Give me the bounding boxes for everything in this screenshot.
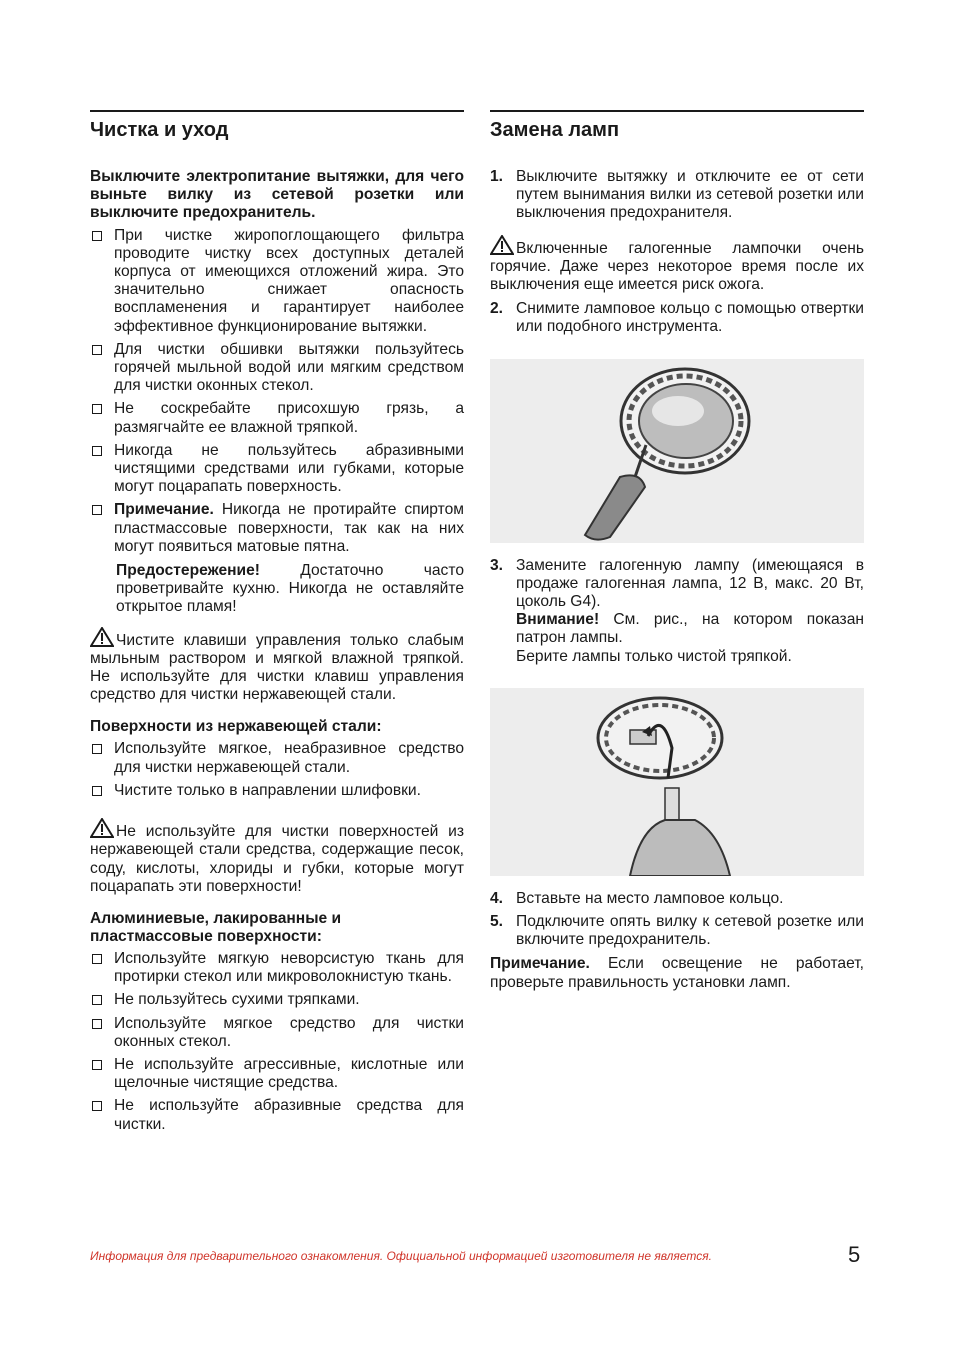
list-item-note bbox=[90, 501, 464, 556]
list-item: Не соскребайте присохшую грязь, а размягчайте ее влажной тряпкой. bbox=[90, 400, 464, 436]
step-1: 1. Выключите вытяжку и отключите ее от сети путем вынимания вилки из сетевой розетки или выключения предохранителя. bbox=[490, 168, 864, 222]
alu-heading: Алюминиевые, лакированные и пластмассовые поверхности: bbox=[90, 909, 342, 945]
cleaning-list bbox=[90, 227, 464, 556]
checkbox-bullet-icon bbox=[92, 954, 102, 964]
warning-controls: Чистите клавиши управления только слабым мыльным раствором и мягкой влажной тряпкой. Не используйте для чистки клавиш управления средство для чистки нержавеющей стали. bbox=[90, 627, 464, 705]
list-item: Никогда не пользуйтесь абразивными чистящими средствами или губками, которые могут поцарапать поверхность. bbox=[90, 442, 464, 497]
note-label: Примечание. bbox=[114, 501, 214, 519]
warning-triangle-icon bbox=[90, 818, 114, 838]
checkbox-bullet-icon bbox=[92, 505, 102, 515]
halogen-lamp-illustration bbox=[490, 688, 864, 876]
checkbox-bullet-icon bbox=[92, 1101, 102, 1111]
list-item: Не используйте абразивные средства для чистки. bbox=[90, 1097, 464, 1133]
warning-hot-lamps: Включенные галогенные лампочки очень горячие. Даже через некоторое время после их выключения еще имеется риск ожога. bbox=[490, 235, 864, 295]
figure-replace-halogen-lamp bbox=[490, 688, 864, 876]
checkbox-bullet-icon bbox=[92, 744, 102, 754]
checkbox-bullet-icon bbox=[92, 345, 102, 355]
figure-remove-lamp-ring bbox=[490, 359, 864, 543]
step-5: 5. Подключите опять вилку к сетевой розетке или включите предохранитель. bbox=[490, 913, 864, 949]
steel-heading: Поверхности из нержавеющей стали: bbox=[90, 718, 382, 736]
checkbox-bullet-icon bbox=[92, 231, 102, 241]
checkbox-bullet-icon bbox=[92, 1060, 102, 1070]
list-item: Используйте мягкое, неабразивное средство для чистки нержавеющей стали. bbox=[90, 740, 464, 776]
list-item: Используйте мягкое средство для чистки оконных стекол. bbox=[90, 1015, 464, 1051]
list-item: Чистите только в направлении шлифовки. bbox=[90, 782, 464, 800]
note-text: Никогда не протирайте спиртом пластмассовые поверхности, так как на них могут появиться матовые пятна. bbox=[114, 501, 464, 555]
warning-triangle-icon bbox=[490, 235, 514, 255]
caution-label: Предостережение! bbox=[116, 562, 260, 580]
list-item: Не используйте агрессивные, кислотные или щелочные чистящие средства. bbox=[90, 1056, 464, 1092]
caution-paragraph bbox=[90, 562, 464, 617]
step-4: 4. Вставьте на место ламповое кольцо. bbox=[490, 889, 784, 907]
section-heading-lamps: Замена ламп bbox=[490, 110, 864, 142]
step-2: 2. Снимите ламповое кольцо с помощью отвертки или подобного инструмента. bbox=[490, 300, 864, 336]
lamp-ring-screwdriver-illustration bbox=[490, 359, 864, 543]
section-heading-cleaning: Чистка и уход bbox=[90, 110, 464, 142]
list-item: Используйте мягкую неворсистую ткань для протирки стекол или микроволокнистую ткань. bbox=[90, 950, 464, 986]
checkbox-bullet-icon bbox=[92, 995, 102, 1005]
attention-label: Внимание! bbox=[516, 611, 600, 629]
checkbox-bullet-icon bbox=[92, 1019, 102, 1029]
list-item: Для чистки обшивки вытяжки пользуйтесь горячей мыльной водой или мягким средством для чистки оконных стекол. bbox=[90, 341, 464, 396]
left-column bbox=[90, 110, 464, 1140]
steel-list bbox=[90, 740, 464, 800]
right-column bbox=[490, 110, 864, 992]
list-item: Не пользуйтесь сухими тряпками. bbox=[90, 991, 464, 1009]
alu-list bbox=[90, 950, 464, 1134]
list-item: При чистке жиропоглощающего фильтра проводите чистку всех доступных деталей корпуса от имеющихся отложений жира. Это значительно снижает опасность воспламенения и гарантирует наиболее эффективное функционирование вытяжки. bbox=[90, 227, 464, 336]
caution-text: Достаточно часто проветривайте кухню. Никогда не оставляйте открытое пламя! bbox=[116, 562, 464, 616]
power-off-instruction: Выключите электропитание вытяжки, для чего выньте вилку из сетевой розетки или выключите предохранитель. bbox=[90, 168, 464, 222]
checkbox-bullet-icon bbox=[92, 404, 102, 414]
page-number: 5 bbox=[848, 1242, 861, 1267]
lamp-note: Примечание. Если освещение не работает, проверьте правильность установки ламп. bbox=[490, 955, 864, 991]
warning-triangle-icon bbox=[90, 627, 114, 647]
checkbox-bullet-icon bbox=[92, 446, 102, 456]
note-label: Примечание. bbox=[490, 955, 590, 973]
step-3: 3. Замените галогенную лампу (имеющаяся в продаже галогенная лампа, 12 В, макс. 20 Вт, цоколь G4). Внимание! См. рис., на котором показан патрон лампы. Берите лампы только чистой тряпкой. bbox=[490, 556, 864, 665]
warning-steel: Не используйте для чистки поверхностей из нержавеющей стали средства, содержащие песок, соду, кислоты, хлориды и губки, которые могут поцарапать эти поверхности! bbox=[90, 818, 464, 896]
disclaimer-footer: Информация для предварительного ознакомления. Официальной информацией изготовителя не является. bbox=[90, 1249, 712, 1263]
checkbox-bullet-icon bbox=[92, 786, 102, 796]
